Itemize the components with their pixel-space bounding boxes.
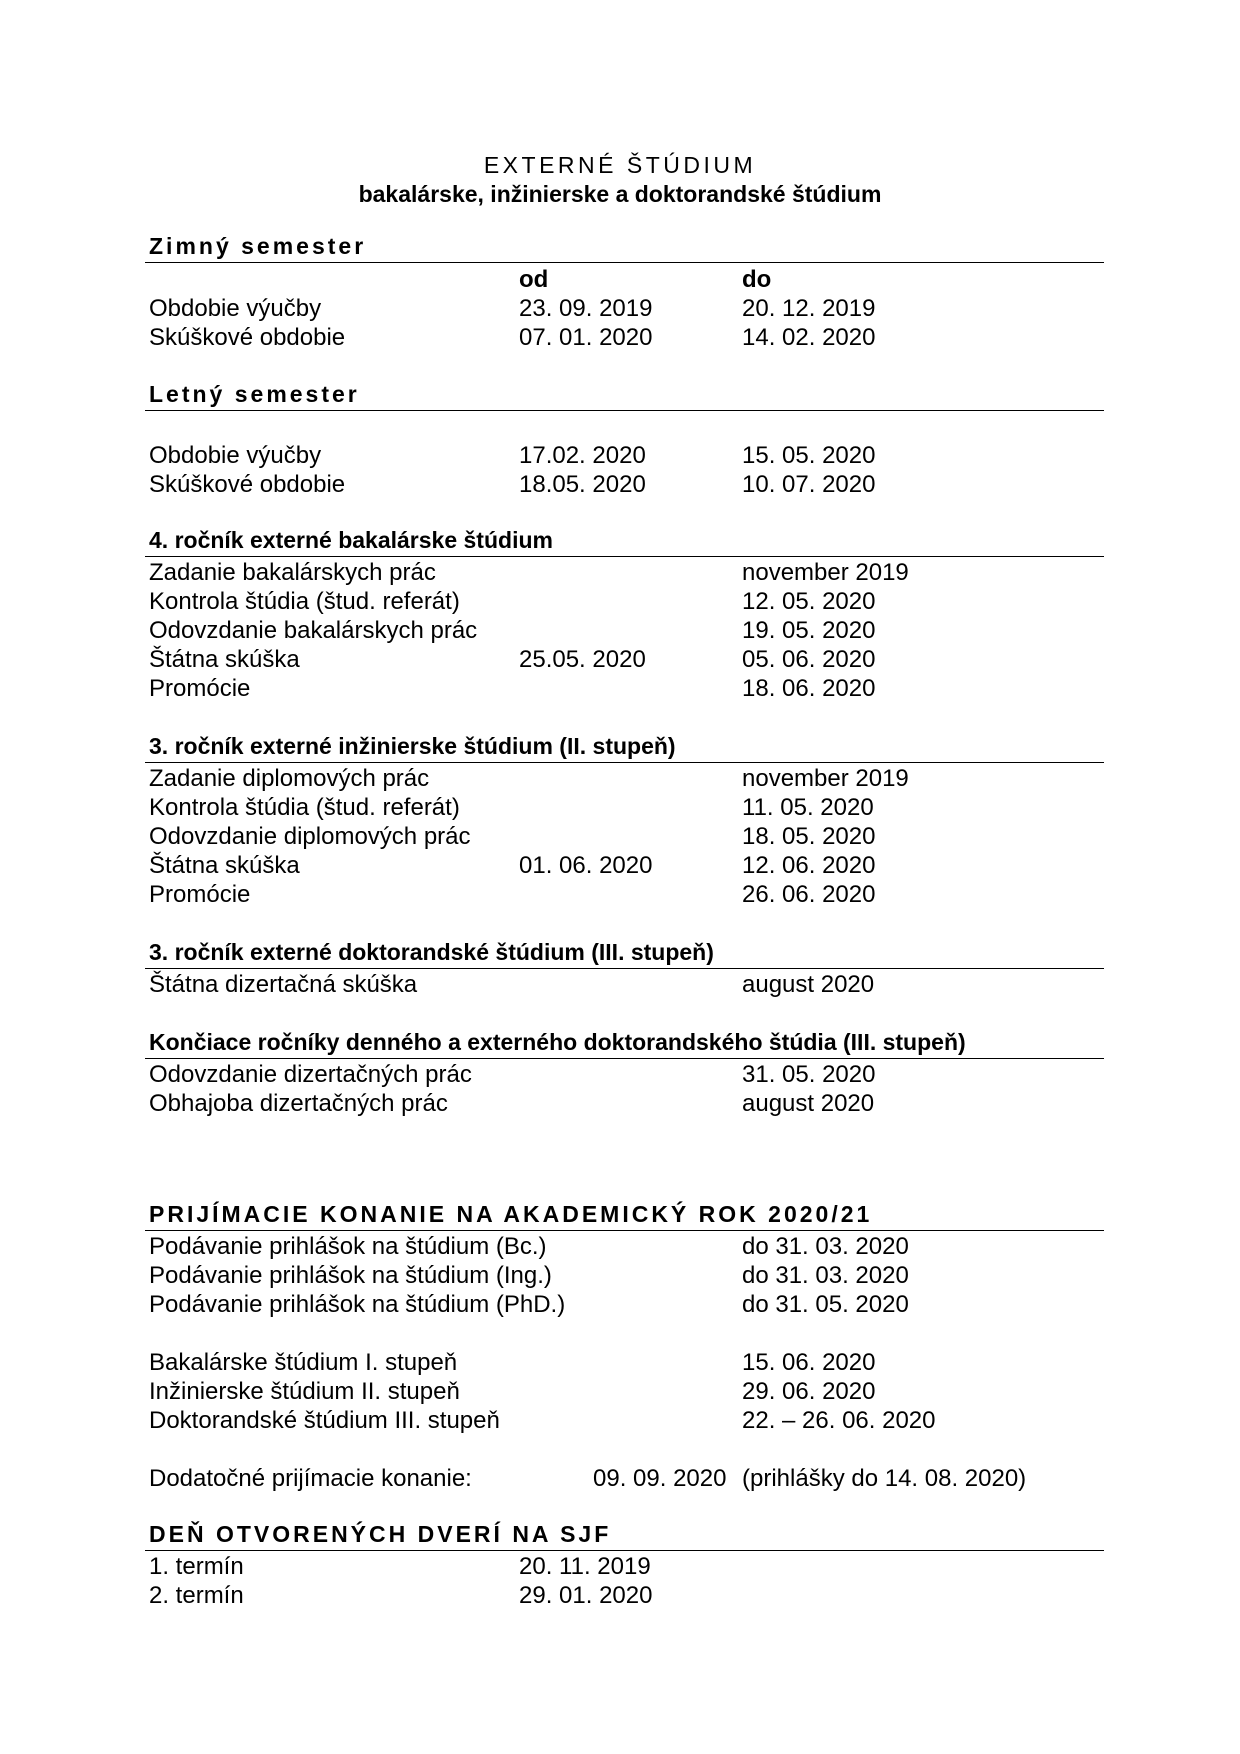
row-label: Podávanie prihlášok na štúdium (Bc.) [149, 1233, 547, 1260]
section-rule [145, 1230, 1104, 1231]
section-rule [145, 556, 1104, 557]
table-row [0, 1232, 1240, 1261]
row-date-to: november 2019 [742, 559, 909, 586]
row-date-from: 01. 06. 2020 [519, 852, 653, 879]
row-label: Skúškové obdobie [149, 471, 346, 498]
row-date-to: 20. 12. 2019 [742, 295, 876, 322]
table-row [0, 1406, 1240, 1435]
section-heading-bachelor: 4. ročník externé bakalárske štúdium [149, 527, 553, 553]
row-label: Zadanie diplomových prác [149, 765, 430, 792]
table-row [0, 1377, 1240, 1406]
row-label: 2. termín [149, 1582, 244, 1609]
row-label: Inžinierske štúdium II. stupeň [149, 1378, 460, 1405]
section-heading-engineer: 3. ročník externé inžinierske štúdium (II. stupeň) [149, 733, 676, 759]
table-row [0, 793, 1240, 822]
section-heading-open-day: DEŇ OTVORENÝCH DVERÍ NA SJF [149, 1521, 612, 1547]
row-date-to: 15. 05. 2020 [742, 442, 876, 469]
row-note: (prihlášky do 14. 08. 2020) [742, 1465, 1027, 1492]
table-row [0, 470, 1240, 499]
row-date-from: 17.02. 2020 [519, 442, 646, 469]
table-row [0, 1348, 1240, 1377]
row-date-to: august 2020 [742, 971, 875, 998]
row-label: Kontrola štúdia (štud. referát) [149, 588, 460, 615]
row-label: Bakalárske štúdium I. stupeň [149, 1349, 458, 1376]
row-date-from: 20. 11. 2019 [519, 1553, 651, 1580]
row-date-to: 12. 06. 2020 [742, 852, 876, 879]
section-heading-summer: Letný semester [149, 381, 360, 407]
row-label: Skúškové obdobie [149, 324, 346, 351]
table-row [0, 1581, 1240, 1610]
row-date-to: do 31. 05. 2020 [742, 1291, 909, 1318]
additional-admission-row [0, 1464, 1240, 1493]
table-row [0, 294, 1240, 323]
section-rule [145, 762, 1104, 763]
row-date-from: 07. 01. 2020 [519, 324, 653, 351]
section-rule [145, 410, 1104, 411]
document-subtitle: bakalárske, inžinierske a doktorandské štúdium [358, 181, 882, 207]
row-date-to: 11. 05. 2020 [742, 794, 874, 821]
document-title: EXTERNÉ ŠTÚDIUM [483, 152, 757, 178]
row-date-to: august 2020 [742, 1090, 875, 1117]
row-label: Odovzdanie diplomových prác [149, 823, 471, 850]
row-date-to: 18. 06. 2020 [742, 675, 876, 702]
row-date-to: 05. 06. 2020 [742, 646, 876, 673]
row-label: Promócie [149, 675, 251, 702]
table-row [0, 880, 1240, 909]
row-date-from: 25.05. 2020 [519, 646, 646, 673]
section-heading-winter: Zimný semester [149, 233, 367, 259]
row-label: Obdobie výučby [149, 442, 322, 469]
section-rule [145, 1550, 1104, 1551]
row-date-to: 31. 05. 2020 [742, 1061, 876, 1088]
section-rule [145, 1058, 1104, 1059]
table-row [0, 587, 1240, 616]
row-date: 09. 09. 2020 [593, 1465, 727, 1492]
row-date-to: 29. 06. 2020 [742, 1378, 876, 1405]
row-date-to: 12. 05. 2020 [742, 588, 876, 615]
table-row [0, 674, 1240, 703]
row-date-to: 15. 06. 2020 [742, 1349, 876, 1376]
table-row [0, 1552, 1240, 1581]
row-date-from: 29. 01. 2020 [519, 1582, 653, 1609]
row-label: Odovzdanie dizertačných prác [149, 1061, 472, 1088]
row-date-to: 18. 05. 2020 [742, 823, 876, 850]
row-date-to: do 31. 03. 2020 [742, 1233, 909, 1260]
row-label: Štátna skúška [149, 852, 300, 879]
row-date-to: 19. 05. 2020 [742, 617, 876, 644]
section-heading-doctoral: 3. ročník externé doktorandské štúdium (III. stupeň) [149, 939, 714, 965]
row-date-to: november 2019 [742, 765, 909, 792]
table-row [0, 1089, 1240, 1118]
row-date-from: 18.05. 2020 [519, 471, 646, 498]
table-row [0, 645, 1240, 674]
table-row [0, 441, 1240, 470]
row-label: Odovzdanie bakalárskych prác [149, 617, 478, 644]
table-row [0, 1290, 1240, 1319]
row-label: 1. termín [149, 1553, 244, 1580]
row-label: Doktorandské štúdium III. stupeň [149, 1407, 500, 1434]
row-date-to: 26. 06. 2020 [742, 881, 876, 908]
table-row [0, 822, 1240, 851]
row-label: Obdobie výučby [149, 295, 322, 322]
table-row [0, 1060, 1240, 1089]
row-date-to: 22. – 26. 06. 2020 [742, 1407, 936, 1434]
column-header-from: od [519, 266, 549, 293]
row-label: Obhajoba dizertačných prác [149, 1090, 448, 1117]
table-row [0, 558, 1240, 587]
row-label: Štátna dizertačná skúška [149, 971, 418, 998]
row-label: Podávanie prihlášok na štúdium (PhD.) [149, 1291, 566, 1318]
row-date-to: 10. 07. 2020 [742, 471, 876, 498]
row-label: Zadanie bakalárskych prác [149, 559, 436, 586]
table-row [0, 323, 1240, 352]
section-heading-admission: PRIJÍMACIE KONANIE NA AKADEMICKÝ ROK 2020/21 [149, 1201, 873, 1227]
section-rule [145, 262, 1104, 263]
table-row [0, 851, 1240, 880]
table-row [0, 616, 1240, 645]
column-header-to: do [742, 266, 772, 293]
section-heading-final-doctoral: Končiace ročníky denného a externého doktorandského štúdia (III. stupeň) [149, 1029, 966, 1055]
row-label: Kontrola štúdia (štud. referát) [149, 794, 460, 821]
section-rule [145, 968, 1104, 969]
table-row [0, 970, 1240, 999]
table-row [0, 1261, 1240, 1290]
row-label: Dodatočné prijímacie konanie: [149, 1465, 472, 1492]
row-date-from: 23. 09. 2019 [519, 295, 653, 322]
row-label: Promócie [149, 881, 251, 908]
row-date-to: do 31. 03. 2020 [742, 1262, 909, 1289]
row-label: Podávanie prihlášok na štúdium (Ing.) [149, 1262, 552, 1289]
row-date-to: 14. 02. 2020 [742, 324, 876, 351]
table-row [0, 764, 1240, 793]
column-header-row [0, 265, 1240, 294]
row-label: Štátna skúška [149, 646, 300, 673]
